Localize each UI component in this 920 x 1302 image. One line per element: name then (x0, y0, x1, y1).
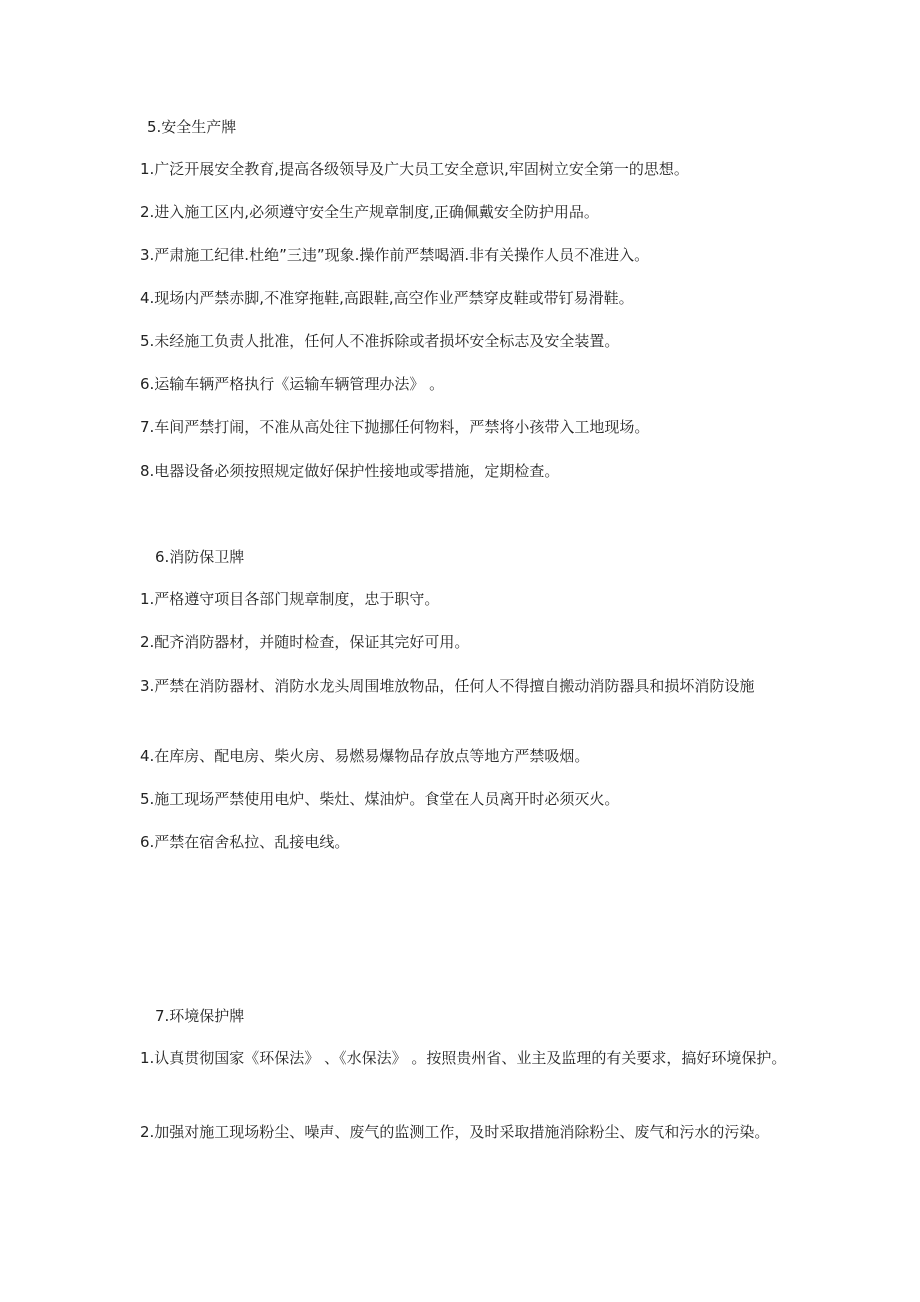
list-item: 7.车间严禁打闹，不准从高处往下抛挪任何物料，严禁将小孩带入工地现场。 (140, 418, 650, 436)
list-item: 2.加强对施工现场粉尘、噪声、废气的监测工作，及时采取措施消除粉尘、废气和污水的污染。 (140, 1123, 770, 1141)
section-heading-fire: 6.消防保卫牌 (155, 548, 245, 566)
list-item: 2.进入施工区内,必须遵守安全生产规章制度,正确佩戴安全防护用品。 (140, 203, 599, 221)
list-item: 1.认真贯彻国家《环保法》 、《水保法》 。按照贵州省、业主及监理的有关要求，搞好环境保护。 (140, 1049, 787, 1067)
list-item: 1.广泛开展安全教育,提高各级领导及广大员工安全意识,牢固树立安全第一的思想。 (140, 160, 689, 178)
list-item: 3.严禁在消防器材、消防水龙头周围堆放物品，任何人不得擅自搬动消防器具和损坏消防设施 (140, 677, 755, 695)
list-item: 6.严禁在宿舍私拉、乱接电线。 (140, 833, 350, 851)
list-item: 5.未经施工负责人批准，任何人不准拆除或者损坏安全标志及安全装置。 (140, 332, 620, 350)
list-item: 6.运输车辆严格执行《运输车辆管理办法》 。 (140, 375, 445, 393)
list-item: 1.严格遵守项目各部门规章制度，忠于职守。 (140, 590, 440, 608)
list-item: 4.在库房、配电房、柴火房、易燃易爆物品存放点等地方严禁吸烟。 (140, 747, 590, 765)
list-item: 2.配齐消防器材，并随时检查，保证其完好可用。 (140, 633, 470, 651)
list-item: 4.现场内严禁赤脚,不准穿拖鞋,高跟鞋,高空作业严禁穿皮鞋或带钉易滑鞋。 (140, 289, 634, 307)
list-item: 3.严肃施工纪律.杜绝”三违”现象.操作前严禁喝酒.非有关操作人员不准进入。 (140, 246, 650, 264)
section-heading-safety: 5.安全生产牌 (147, 118, 237, 136)
section-heading-environment: 7.环境保护牌 (155, 1007, 245, 1025)
list-item: 5.施工现场严禁使用电炉、柴灶、煤油炉。食堂在人员离开时必须灭火。 (140, 790, 620, 808)
list-item: 8.电器设备必须按照规定做好保护性接地或零措施，定期检查。 (140, 462, 560, 480)
